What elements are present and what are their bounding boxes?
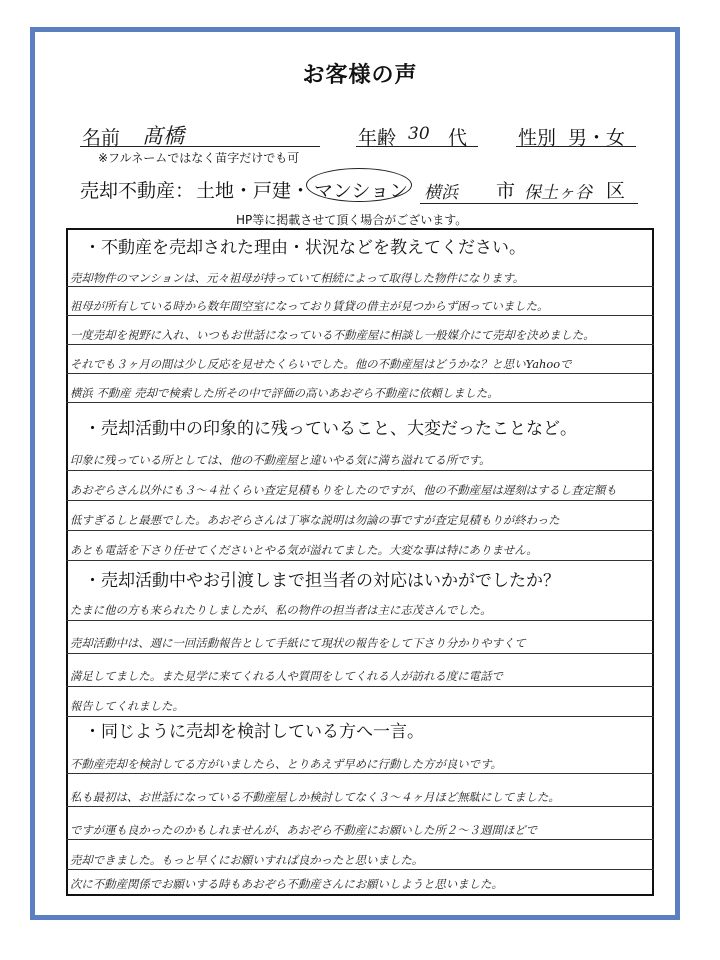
answer-line-text: 次に不動産関係でお願いする時もあおぞら不動産さんにお願いしようと思いました。 <box>70 877 503 891</box>
answer-line <box>66 500 654 501</box>
city-value: 横浜 <box>424 183 458 203</box>
answer-line <box>66 530 654 531</box>
age-value: 30 <box>408 124 430 144</box>
ward-value: 保土ヶ谷 <box>524 183 592 203</box>
gender-underline <box>516 146 636 147</box>
answer-line-text: あとも電話を下さり任せてくださいとやる気が溢れてました。大変な事は特にありません。 <box>70 543 538 557</box>
answer-line <box>66 686 654 687</box>
city-label: 市 <box>496 180 516 202</box>
gender-value: 男・女 <box>568 127 626 149</box>
answer-line <box>66 620 654 621</box>
selection-circle <box>306 168 412 202</box>
answer-line-text: 祖母が所有している時から数年間空室になっており賃貸の借主が見つからず困っていました。 <box>70 299 549 313</box>
answer-line-text: たまに他の方も来られたりしましたが、私の物件の担当者は主に志茂さんでした。 <box>70 603 492 617</box>
property-options: 土地・戸建・ <box>196 180 311 202</box>
question-impressions: ・売却活動中の印象的に残っていること、大変だったことなど。 <box>84 419 577 439</box>
answer-line-text: 売却活動中は、週に一回活動報告として手紙にて現状の報告をして下さり分かりやすくて <box>70 636 526 650</box>
answer-line-text: 印象に残っている所としては、他の不動産屋と違いやる気に満ち溢れてる所です。 <box>70 453 491 467</box>
ward-label: 区 <box>606 180 626 202</box>
hp-note: HP等に掲載させて頂く場合がございます。 <box>236 213 468 227</box>
answer-line <box>66 869 654 870</box>
answer-line <box>66 286 654 287</box>
age-label: 年齢 <box>358 127 397 149</box>
answer-line <box>66 806 654 807</box>
answer-line-text: 一度売却を視野に入れ、いつもお世話になっている不動産屋に相談し一般媒介にて売却を決めました。 <box>70 328 595 342</box>
property-label: 売却不動産： <box>80 180 195 202</box>
answer-line-text: 満足してました。また見学に来てくれる人や質問をしてくれる人が訪れる度に電話で <box>70 669 503 683</box>
gender-label: 性別 <box>518 127 557 149</box>
answer-line <box>66 653 654 654</box>
name-value: 髙橋 <box>142 124 184 148</box>
answer-line-text: 売却できました。もっと早くにお願いすれば良かったと思いました。 <box>70 853 424 867</box>
answer-line <box>66 470 654 471</box>
name-underline <box>80 146 320 147</box>
page-title: お客様の声 <box>302 63 418 88</box>
answer-line-text: それでも３ヶ月の間は少し反応を見せたくらいでした。他の不動産屋はどうかな？と思いYahooで <box>70 357 572 371</box>
name-label: 名前 <box>82 127 121 149</box>
name-note: ※フルネームではなく苗字だけでも可 <box>98 151 300 165</box>
answer-line-text: あおぞらさん以外にも３～４社くらい査定見積もりをしたのですが、他の不動産屋は遅刻はするし査定額も <box>70 483 617 497</box>
answer-line <box>66 402 654 403</box>
age-suffix: 代 <box>448 127 468 149</box>
answer-line-text: ですが運も良かったのかもしれませんが、あおぞら不動産にお願いした所２～３週間ほどで <box>70 823 538 837</box>
answer-line-text: 不動産売却を検討してる方がいましたら、とりあえず早めに行動した方が良いです。 <box>70 757 502 771</box>
answer-line <box>66 373 654 374</box>
answer-line <box>66 773 654 774</box>
answer-line <box>66 344 654 345</box>
answer-line-text: 横浜 不動産 売却で検索した所その中で評価の高いあおぞら不動産に依頼しました。 <box>70 386 499 400</box>
answer-line-text: 報告してくれました。 <box>70 699 184 713</box>
answer-line <box>66 560 654 561</box>
property-selected: マンション <box>314 180 409 202</box>
question-reason: ・不動産を売却された理由・状況などを教えてください。 <box>84 238 526 258</box>
answer-line-text: 私も最初は、お世話になっている不動産屋しか検討してなく３～４ヶ月ほど無駄にしてました。 <box>70 790 560 804</box>
answer-line-text: 低すぎるしと最悪でした。あおぞらさんは丁寧な説明は勿論の事ですが査定見積もりが終わった <box>70 513 560 527</box>
question-staff: ・売却活動中やお引渡しまで担当者の対応はいかがでしたか？ <box>84 571 560 591</box>
answer-line-text: 売却物件のマンションは、元々祖母が持っていて相続によって取得した物件になります。 <box>70 271 525 285</box>
answer-line <box>66 839 654 840</box>
age-underline <box>356 146 478 147</box>
answer-line <box>66 315 654 316</box>
question-advice: ・同じように売却を検討している方へ一言。 <box>84 722 424 742</box>
address-underline <box>420 203 638 204</box>
